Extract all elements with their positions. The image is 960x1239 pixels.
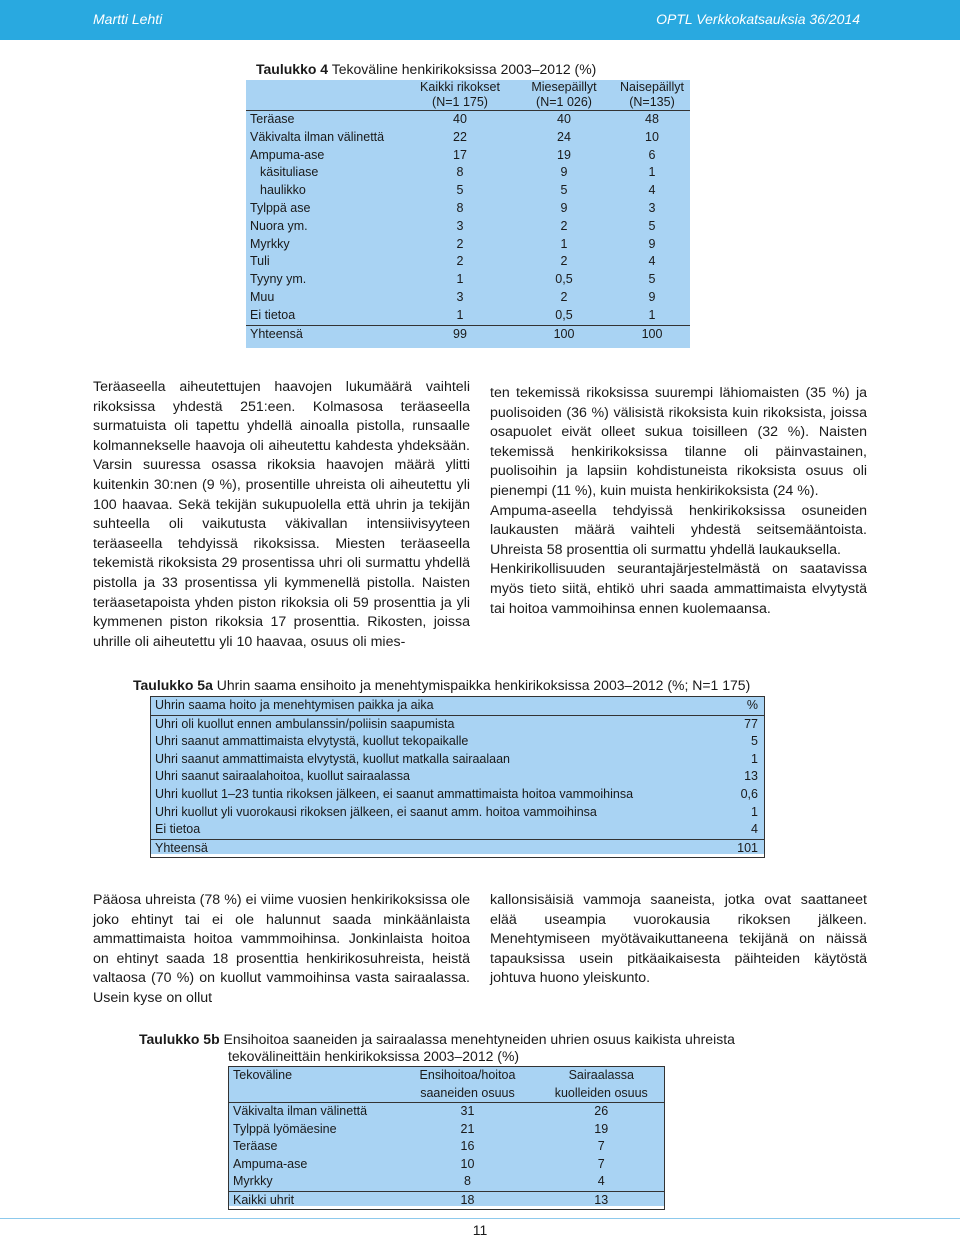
table5a-title: Uhrin saama ensihoito ja menehtymispaikka henkirikoksissa 2003–2012 (%; N=1 175) (216, 677, 751, 693)
row-label: Muu (250, 289, 275, 304)
row-label: Myrkky (250, 236, 290, 251)
cell-hospital: 19 (594, 1121, 609, 1136)
cell-women: 9 (648, 236, 656, 251)
table5b-label: Taulukko 5b (139, 1031, 220, 1047)
table-row (151, 751, 765, 769)
body1-right-para3: Henkirikollisuuden seurantajärjestelmästä on saatavissa myös tieto siitä, ehtikö uhri saada ammattimaista elvytystä tai hoitoa vammoihinsa ennen kuolemaansa. (490, 561, 867, 617)
cell-all: 22 (453, 129, 467, 144)
cell-men: 24 (557, 129, 571, 144)
table-row (246, 182, 690, 200)
row-value: 1 (751, 804, 758, 819)
total-hospital: 13 (539, 1191, 665, 1210)
cell-all: 2 (456, 254, 464, 269)
footer-rule (0, 1218, 960, 1219)
cell-all: 3 (456, 289, 464, 304)
cell-all: 1 (456, 272, 464, 287)
cell-men: 9 (560, 165, 568, 180)
cell-men: 40 (514, 111, 614, 129)
cell-all: 8 (456, 165, 464, 180)
row-label: Tuli (250, 254, 270, 269)
row-value: 1 (751, 751, 758, 766)
cell-women: 100 (614, 325, 690, 343)
cell-women: 9 (648, 289, 656, 304)
cell-women: 48 (614, 111, 690, 129)
cell-women: 4 (648, 254, 656, 269)
total-label: Kaikki uhrit (229, 1191, 397, 1210)
table5b-h3a: Sairaalassa (568, 1068, 634, 1082)
cell-women: 4 (648, 183, 656, 198)
cell-women: 1 (648, 165, 656, 180)
table5a-label: Taulukko 5a (133, 677, 213, 693)
table-row (229, 1138, 665, 1156)
cell-men: 0,5 (555, 272, 573, 287)
table5b-total-row (229, 1191, 665, 1210)
table-row (246, 307, 690, 325)
body1-left-column: Teräaseella aiheutettujen haavojen lukumäärä vaihteli rikoksissa yhdestä 251:een. Kolmasosa teräaseella surmatuista oli tapettu yhdellä ainoalla pistolla, runsaalle kolmannekselle haavoja oli aiheutettu kahdesta yhdeksään. Varsin suuressa osassa rikoksia haavojen määrä ylitti kuitenkin 30:nen (9 %), prosentille uhreista oli aiheutettu yli 100 haavaa. Sekä tekijän sukupuolella että uhrin ja tekijän suhteella oli vaikutusta väkivallan intensiivisyyteen teräaseella tehdyissä rikoksissa. Miesten teräaseella tekemistä rikoksista 29 prosentissa uhri oli surmattu yhdellä pistolla ja 33 prosentissa yli kymmenellä pistolla. Naisten teräasetapoista yhden piston rikoksia oli 59 prosenttia ja yli kymmenen piston rikoksia 17 prosenttia. Rikosten, joissa uhrille oli aiheutettu yli 10 haavaa, osuus oli mies- (93, 379, 470, 650)
row-label: Teräase (246, 111, 406, 129)
table4-label: Taulukko 4 (256, 61, 329, 77)
row-label: Väkivalta ilman välinettä (250, 129, 385, 144)
cell-all: 8 (456, 200, 464, 215)
row-label: Yhteensä (246, 325, 406, 343)
table-row (229, 1156, 665, 1174)
table5a-header-row (151, 697, 765, 716)
table-row (246, 325, 690, 343)
row-label: Uhri saanut ammattimaista elvytystä, kuollut matkalla sairaalaan (155, 751, 511, 766)
body1-right-column (490, 384, 867, 619)
table4-caption (256, 61, 596, 77)
cell-women: 10 (645, 129, 659, 144)
cell-women: 5 (648, 218, 656, 233)
table5b-h3b: kuolleiden osuus (539, 1085, 665, 1103)
table-row (151, 786, 765, 804)
cell-hospital: 7 (597, 1139, 605, 1153)
row-value: 0,6 (740, 786, 758, 801)
table4-col3-n: (N=135) (629, 95, 675, 109)
table-row (246, 147, 690, 165)
body1-right-para2: Ampuma-aseella tehdyissä henkirikoksissa osuneiden laukausten määrä vaihteli yhdestä seitsemääntoista. Uhreista 58 prosenttia oli surmattu yhdellä laukauksella. (490, 502, 867, 558)
table-row (151, 733, 765, 751)
table-row (229, 1103, 665, 1121)
cell-all: 17 (453, 147, 467, 162)
series-name: OPTL Verkkokatsauksia 36/2014 (656, 11, 860, 27)
cell-men: 2 (560, 289, 568, 304)
table5a-total-row (151, 839, 765, 858)
page-number: 11 (472, 1222, 488, 1238)
body1-right-para1: ten tekemissä rikoksissa suurempi lähiomaisten (35 %) ja puolisoiden (36 %) välisistä rikoksista kuin rikoksista, joissa osapuolet eivät olleet sukua toisilleen (32 %). Naisten tekemissä henkirikoksissa tilanne oli päinvastainen, puolisoihin ja lapsiin kohdistuneista rikoksista osuus oli pienempi (11 %), kuin muista henkirikoksista (24 %). (490, 385, 867, 499)
row-label: Väkivalta ilman välinettä (233, 1104, 368, 1118)
table4-col1-header: Kaikki rikokset (420, 80, 500, 94)
author-name: Martti Lehti (93, 11, 163, 27)
row-label: Ampuma-ase (250, 147, 325, 162)
row-label: Tylppä ase (250, 200, 311, 215)
table5b-h1: Tekoväline (233, 1068, 293, 1082)
table-row (246, 164, 690, 182)
row-label: Tyyny ym. (250, 272, 307, 287)
table4-col2-n: (N=1 026) (536, 95, 592, 109)
page-header (0, 0, 960, 40)
cell-men: 5 (560, 183, 568, 198)
row-value: 77 (744, 716, 758, 731)
cell-women: 3 (648, 200, 656, 215)
table4-col3-header: Naisepäillyt (620, 80, 684, 94)
row-label: Uhri kuollut 1–23 tuntia rikoksen jälkeen, ei saanut ammattimaista hoitoa vammoihinsa (155, 786, 634, 801)
cell-men: 0,5 (555, 307, 573, 322)
table-row (246, 236, 690, 254)
table5a (150, 696, 765, 854)
table4-title: Tekoväline henkirikoksissa 2003–2012 (%) (331, 61, 597, 77)
total-label: Yhteensä (151, 839, 728, 858)
row-label: Ampuma-ase (233, 1156, 308, 1171)
cell-hospital: 4 (597, 1174, 605, 1188)
cell-all: 2 (456, 236, 464, 251)
table5a-header-value: % (727, 697, 764, 716)
row-label: Tylppä lyömäesine (233, 1121, 337, 1136)
table5b-header-row1 (229, 1067, 665, 1085)
table5b-caption (139, 1031, 735, 1047)
row-label: Uhri kuollut yli vuorokausi rikoksen jälkeen, ei saanut amm. hoitoa vammoihinsa (155, 804, 597, 819)
cell-men: 2 (560, 218, 568, 233)
body2-left-column: Pääosa uhreista (78 %) ei viime vuosien henkirikoksissa ole joko ehtinyt tai ei ole halunnut saada minkäänlaista ammattimaista hoitoa vammmoihinsa. Jonkinlaista hoitoa on ehtinyt saada 18 prosenttia henkirikosuhreista, heistä valtaosa (70 %) on kuollut vammoihinsa vasta sairaalassa. Usein kyse on ollut (93, 892, 470, 1006)
table4-header-row (246, 80, 690, 95)
table4-header-row-n (246, 95, 690, 111)
row-label: Myrkky (233, 1174, 273, 1188)
cell-treated: 16 (460, 1139, 475, 1153)
row-label: Uhri saanut sairaalahoitoa, kuollut sairaalassa (155, 769, 411, 784)
row-value: 4 (751, 822, 758, 837)
cell-all: 1 (456, 307, 464, 322)
cell-men: 19 (557, 147, 571, 162)
table4-col1-n: (N=1 175) (432, 95, 488, 109)
row-label: Ei tietoa (155, 822, 201, 837)
table-row (151, 715, 765, 733)
cell-treated: 31 (460, 1104, 475, 1118)
cell-hospital: 26 (594, 1104, 609, 1118)
cell-treated: 21 (460, 1121, 475, 1136)
row-label: Teräase (233, 1139, 278, 1153)
table5a-caption (133, 677, 750, 693)
table4 (246, 80, 690, 348)
table5b-h2a: Ensihoitoa/hoitoa (419, 1068, 516, 1082)
table-row (246, 129, 690, 147)
table5a-body (151, 697, 765, 858)
table5b-header-row2 (229, 1085, 665, 1103)
cell-all: 99 (406, 325, 514, 343)
body2-right-column: kallonsisäisiä vammoja saaneista, jotka ovat saattaneet elää useampia vuorokausia rikoksen jälkeen. Menehtymiseen myötävaikuttaneena tekijänä on näissä tapauksissa usein pitkäaikaisesta päihteiden käytöstä johtuva huono yleiskunto. (490, 892, 867, 987)
row-value: 5 (751, 734, 758, 749)
row-label: haulikko (260, 183, 306, 198)
table4-body (246, 80, 690, 343)
table5b-body (229, 1067, 665, 1210)
table-row (229, 1121, 665, 1139)
cell-women: 6 (648, 147, 656, 162)
row-label: Ei tietoa (250, 307, 296, 322)
table-row (151, 804, 765, 822)
row-label: Uhri oli kuollut ennen ambulanssin/poliisin saapumista (155, 716, 455, 731)
table-row (246, 271, 690, 289)
cell-men: 2 (560, 254, 568, 269)
cell-hospital: 7 (597, 1156, 605, 1171)
cell-men: 100 (514, 325, 614, 343)
cell-all: 40 (406, 111, 514, 129)
table-row (151, 768, 765, 786)
cell-women: 1 (648, 307, 656, 322)
table-row (246, 111, 690, 129)
cell-men: 9 (560, 200, 568, 215)
table-row (246, 218, 690, 236)
cell-treated: 10 (460, 1156, 475, 1171)
row-label: Nuora ym. (250, 218, 308, 233)
total-value: 101 (727, 839, 764, 858)
cell-all: 5 (456, 183, 464, 198)
table-row (246, 253, 690, 271)
total-treated: 18 (397, 1191, 539, 1210)
row-value: 13 (744, 769, 758, 784)
table5b-title2: tekovälineittäin henkirikoksissa 2003–2012 (%) (228, 1048, 520, 1064)
table5b-title1: Ensihoitoa saaneiden ja sairaalassa menehtyneiden uhrien osuus kaikista uhreista (223, 1031, 735, 1047)
table-row (246, 289, 690, 307)
cell-treated: 8 (464, 1174, 471, 1188)
table5b (228, 1066, 664, 1206)
table-row (246, 200, 690, 218)
table5b-h2b: saaneiden osuus (397, 1085, 539, 1103)
table5a-header-label: Uhrin saama hoito ja menehtymisen paikka ja aika (151, 697, 728, 716)
cell-all: 3 (456, 218, 464, 233)
row-label: Uhri saanut ammattimaista elvytystä, kuollut tekopaikalle (155, 734, 469, 749)
table-row (151, 821, 765, 839)
cell-women: 5 (648, 272, 656, 287)
cell-men: 1 (560, 236, 568, 251)
table4-col2-header: Miesepäillyt (531, 80, 597, 94)
row-label: käsituliase (260, 165, 319, 180)
table-row (229, 1173, 665, 1191)
